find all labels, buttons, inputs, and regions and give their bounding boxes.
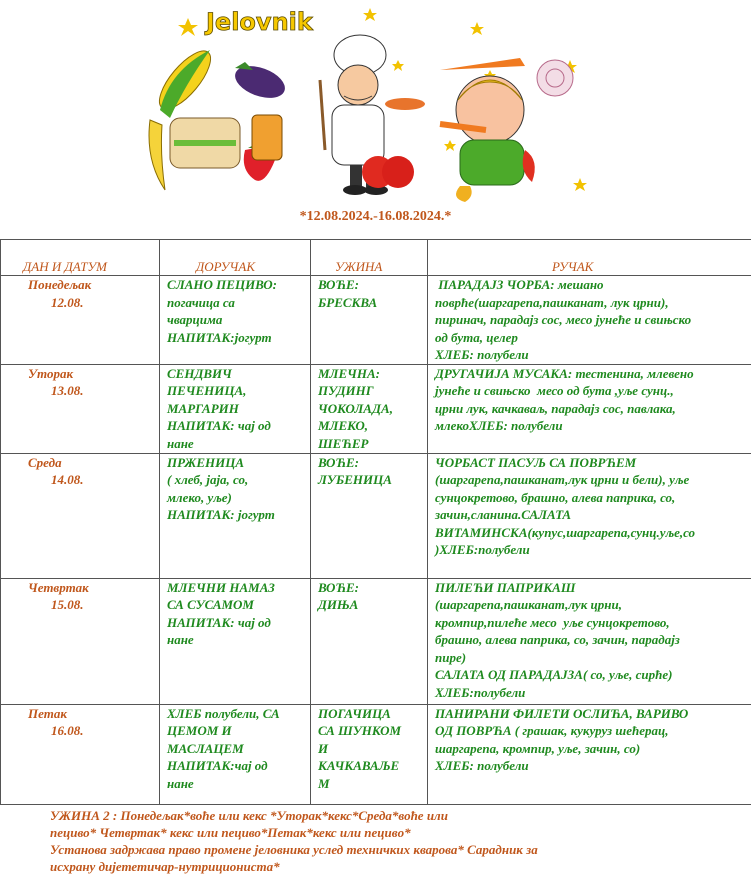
jelovnik-title: Jelovnik [206,8,313,36]
lunch-line: ХЛЕБ:полубели [435,684,526,700]
lunch-line: млекоХЛЕБ: полубели [435,418,563,433]
breakfast-line: ПЕЧЕНИЦА, [167,383,247,398]
day-date: 13.08. [51,383,84,398]
breakfast-cell [160,364,311,453]
breakfast-line: погачица са [167,294,235,310]
breakfast-line: чварцима [167,312,223,327]
footer-line: УЖИНА 2 : Понедељак*воће или кекс *Уторак*кекс*Среда*воће или [50,808,448,823]
lunch-line: ПАРАДАЈЗ ЧОРБА: мешано [435,277,604,292]
corn-icon [151,43,219,118]
lunch-line: зачин,сланина.САЛАТА [435,507,572,522]
lunch-cell [428,453,751,578]
breakfast-line: НАПИТАК: чај од [167,614,271,630]
snack-line: БРЕСКВА [318,294,378,310]
snack-line: ПОГАЧИЦА [318,705,391,721]
day-date: 15.08. [51,597,84,612]
snack-line: М [318,775,330,791]
footer-line: исхрану дијететичар-нутрициониста* [50,859,280,874]
breakfast-line: МАСЛАЦЕМ [167,740,244,756]
snack-line: ДИЊА [318,597,359,612]
table-row [1,578,751,704]
snack-line: И [318,740,329,756]
lunch-cell [428,276,751,365]
breakfast-line: НАПИТАК: јогурт [167,507,275,522]
lunch-line: пире) [435,649,467,665]
lunch-cell [428,704,751,804]
snack-cell [311,364,428,453]
day-cell [1,276,160,365]
header-lunch: РУЧАК [428,240,751,276]
table-header-row [1,240,751,276]
snack-line: ВОЋЕ: [318,579,359,595]
table-row [1,453,751,578]
tomato-icon [362,156,414,188]
lunch-line: ПИЛЕЋИ ПАПРИКАШ [435,579,576,595]
day-date: 14.08. [51,472,84,487]
breakfast-line: ХЛЕБ полубели, СА [167,705,280,721]
snack-cell [311,453,428,578]
lunch-line: од бута, целер [435,329,518,345]
header-illustration [140,0,610,205]
boy-icon [440,76,524,185]
snack-line: ВОЋЕ: [318,454,359,470]
breakfast-line: нане [167,775,194,791]
breakfast-line: СА СУСАМОМ [167,597,254,612]
snack-line: ПУДИНГ [318,383,374,398]
header-day: ДАН И ДАТУМ [1,240,160,276]
lunch-line: шаргарепа, кромпир, уље, зачин, со) [435,740,641,756]
day-cell [1,704,160,804]
breakfast-line: МЛЕЧНИ НАМАЗ [167,579,275,595]
breakfast-line: СЛАНО ПЕЦИВО: [167,277,277,292]
carrot-icon [440,58,525,70]
snack-line: ЛУБЕНИЦА [318,472,392,487]
banana-icon [149,120,165,190]
footer-notes [50,807,740,875]
lunch-line: пиринач, парадајз сос, месо јунеће и свињско [435,312,692,327]
table-row [1,364,751,453]
day-name: Среда [28,454,62,470]
menu-table [0,239,751,805]
breakfast-cell [160,276,311,365]
breakfast-line: ПРЖЕНИЦА [167,454,244,470]
day-name: Уторак [28,365,74,381]
lunch-line: црни лук, качкаваљ, парадајз сос, павлака, [435,400,676,416]
lunch-line: ОД ПОВРЋА ( грашак, кукуруз шећерац, [435,723,669,738]
onion-icon [537,60,573,96]
breakfast-line: НАПИТАК:јогурт [167,329,272,345]
lunch-line: ЧОРБАСТ ПАСУЉ СА ПОВРЋЕМ [435,454,637,470]
header-breakfast: ДОРУЧАК [160,240,311,276]
date-range: *12.08.2024.-16.08.2024.* [299,209,452,224]
day-name: Понедељак [28,277,92,292]
day-name: Петак [28,705,67,721]
snack-cell [311,704,428,804]
lunch-line: кромпир,пилеће месо уље сунцокретово, [435,614,670,630]
lunch-line: ХЛЕБ: полубели [435,758,529,773]
snack-cell [311,276,428,365]
lunch-line: (шаргарепа,пашканат,лук црни и бели), уље [435,472,690,487]
breakfast-cell [160,453,311,578]
breakfast-cell [160,704,311,804]
breakfast-line: нане [167,632,194,647]
lunch-line: )ХЛЕБ:полубели [435,542,530,557]
lunch-line: поврће(шаргарепа,пашканат, лук црни), [435,294,669,310]
day-date: 12.08. [51,294,84,310]
snack-cell [311,578,428,704]
breakfast-line: ( хлеб, јаја, со, [167,472,249,487]
juice-icon [252,115,282,160]
footer-line: пециво* Четвртак* кекс или пециво*Петак*кекс или пецивo* [50,825,411,840]
snack-line: КАЧКАВАЉЕ [318,758,400,773]
day-name: Четвртак [28,579,89,595]
day-cell [1,453,160,578]
snack-line: СА ШУНКОМ [318,723,402,738]
snack-line: МЛЕКО, [318,418,368,433]
breakfast-line: нане [167,435,194,451]
eggplant-icon [231,60,289,104]
sandwich-icon [170,118,240,168]
day-cell [1,364,160,453]
snack-line: МЛЕЧНА: [318,365,380,381]
breakfast-line: ЦЕМОМ И [167,723,232,738]
lunch-line: ДРУГАЧИЈА МУСАКА: тестенина, млевено [435,365,694,381]
table-row [1,276,751,365]
breakfast-line: млеко, уље) [167,489,232,505]
day-cell [1,578,160,704]
lunch-cell [428,364,751,453]
breakfast-line: НАПИТАК: чај од [167,418,271,433]
day-date: 16.08. [51,723,84,738]
lunch-line: ПАНИРАНИ ФИЛЕТИ ОСЛИЋА, ВАРИВО [435,705,689,721]
footer-line: Установа задржава право промене јеловника услед техничких кварова* Сарадник за [50,842,538,857]
snack-line: ЧОКОЛАДА, [318,400,393,416]
snack-line: ШЕЋЕР [318,435,369,451]
lunch-line: брашно, алева паприка, со, зачин, парадајз [435,632,680,647]
table-row [1,704,751,804]
header-snack: УЖИНА [311,240,428,276]
lunch-line: ХЛЕБ: полубели [435,347,529,362]
breakfast-line: НАПИТАК:чај од [167,758,268,773]
breakfast-line: СЕНДВИЧ [167,365,232,381]
breakfast-line: МАРГАРИН [167,400,239,416]
lunch-line: ВИТАМИНСКА(купус,шаргарепа,сунц.уље,со [435,524,696,540]
lunch-line: јунеће и свињско месо од бута ,уље сунц., [435,383,674,398]
lunch-cell [428,578,751,704]
breakfast-cell [160,578,311,704]
snack-line: ВОЋЕ: [318,277,359,292]
lunch-line: сунцокретово, брашно, алева паприка, со, [435,489,676,505]
lunch-line: САЛАТА ОД ПАРАДАЈЗА( со, уље, сирће) [435,667,673,682]
lunch-line: (шаргарепа,пашканат,лук црни, [435,597,622,612]
